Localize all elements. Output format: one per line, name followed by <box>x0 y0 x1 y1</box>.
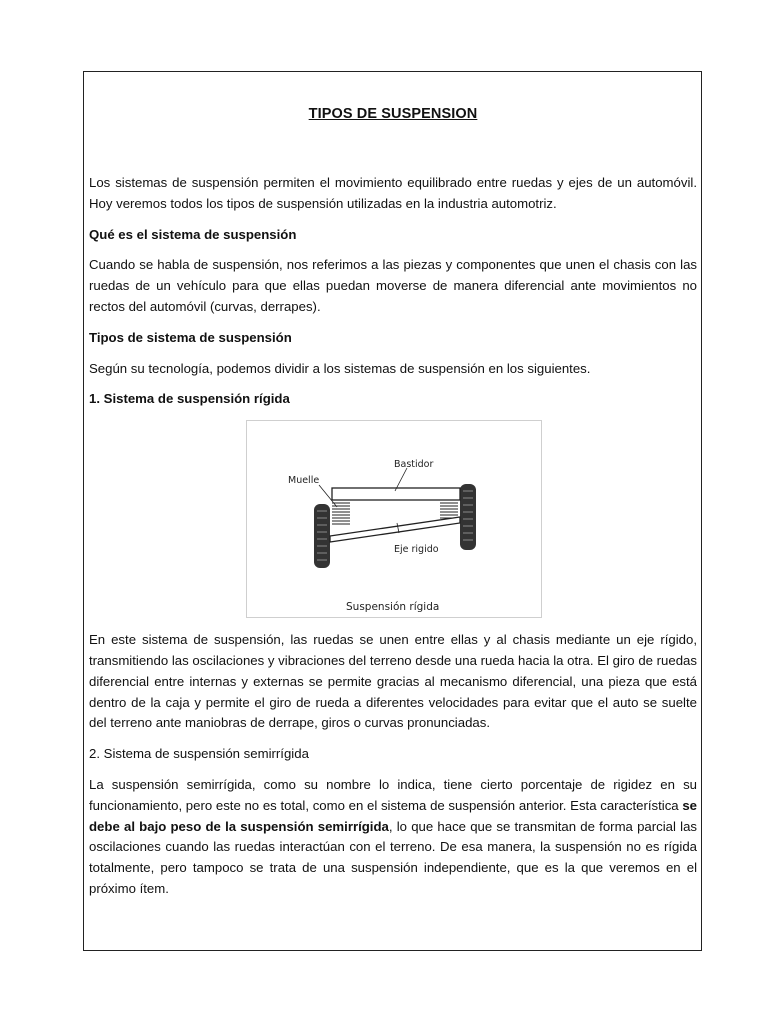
left-wheel <box>314 504 330 568</box>
semirigid-text-part1: La suspensión semirrígida, como su nombre lo indica, tiene cierto porcentaje de rigidez en su funcionamiento, pero este no es total, como en el sistema de suspensión anterior. Esta característica <box>89 776 697 813</box>
section-paragraph-types: Según su tecnología, podemos dividir a los sistemas de suspensión en los siguientes. <box>89 360 591 376</box>
label-frame: Bastidor <box>394 459 434 471</box>
figure-caption: Suspensión rígida <box>346 601 440 614</box>
label-axle: Eje rigido <box>394 544 439 556</box>
intro-paragraph: Los sistemas de suspensión permiten el movimiento equilibrado entre ruedas y ejes de un automóvil. Hoy veremos todos los tipos de suspensión utilizadas en la industria automotriz. <box>89 175 697 211</box>
item-heading-semirigid: 2. Sistema de suspensión semirrígida <box>89 746 309 762</box>
label-spring: Muelle <box>288 475 320 487</box>
item-heading-rigid: 1. Sistema de suspensión rígida <box>89 391 290 407</box>
rigid-suspension-figure <box>246 420 542 618</box>
left-spring <box>332 503 350 524</box>
semirigid-text-part2: , lo que hace que se transmitan de forma parcial las oscilaciones cuando las ruedas interactúan con el terreno. De esa manera, la suspensión no es rígida totalmente, pero tampoco se trata de una suspensión independiente, que es la que veremos en el próximo ítem. <box>89 818 698 896</box>
document-title: TIPOS DE SUSPENSION <box>308 106 478 122</box>
document-content <box>89 106 697 910</box>
section-heading-types: Tipos de sistema de suspensión <box>89 329 292 345</box>
section-heading-what-is: Qué es el sistema de suspensión <box>89 226 297 242</box>
section-paragraph-what-is: Cuando se habla de suspensión, nos referimos a las piezas y componentes que unen el chasis con las ruedas de un vehículo para que ellas puedan moverse de manera diferencial ante movimientos no rectos del automóvil (curvas, derrapes). <box>89 257 697 314</box>
item-paragraph-rigid: En este sistema de suspensión, las ruedas se unen entre ellas y al chasis mediante un eje rígido, transmitiendo las oscilaciones y vibraciones del terreno desde una rueda hacia la otra. El giro de ruedas diferencial entre internas y externas se permite gracias al mecanismo diferencial, una pieza que está dentro de la caja y permite el giro de rueda a diferentes velocidades para evitar que el auto se suelte del terreno ante maniobras de derrape, giros o curvas pronunciadas. <box>89 632 697 731</box>
rigid-suspension-diagram <box>247 421 541 617</box>
item-paragraph-semirigid <box>89 775 697 900</box>
semirigid-text-bold: se debe al bajo peso de la suspensión semirrígida <box>89 797 697 834</box>
right-spring <box>440 503 458 518</box>
